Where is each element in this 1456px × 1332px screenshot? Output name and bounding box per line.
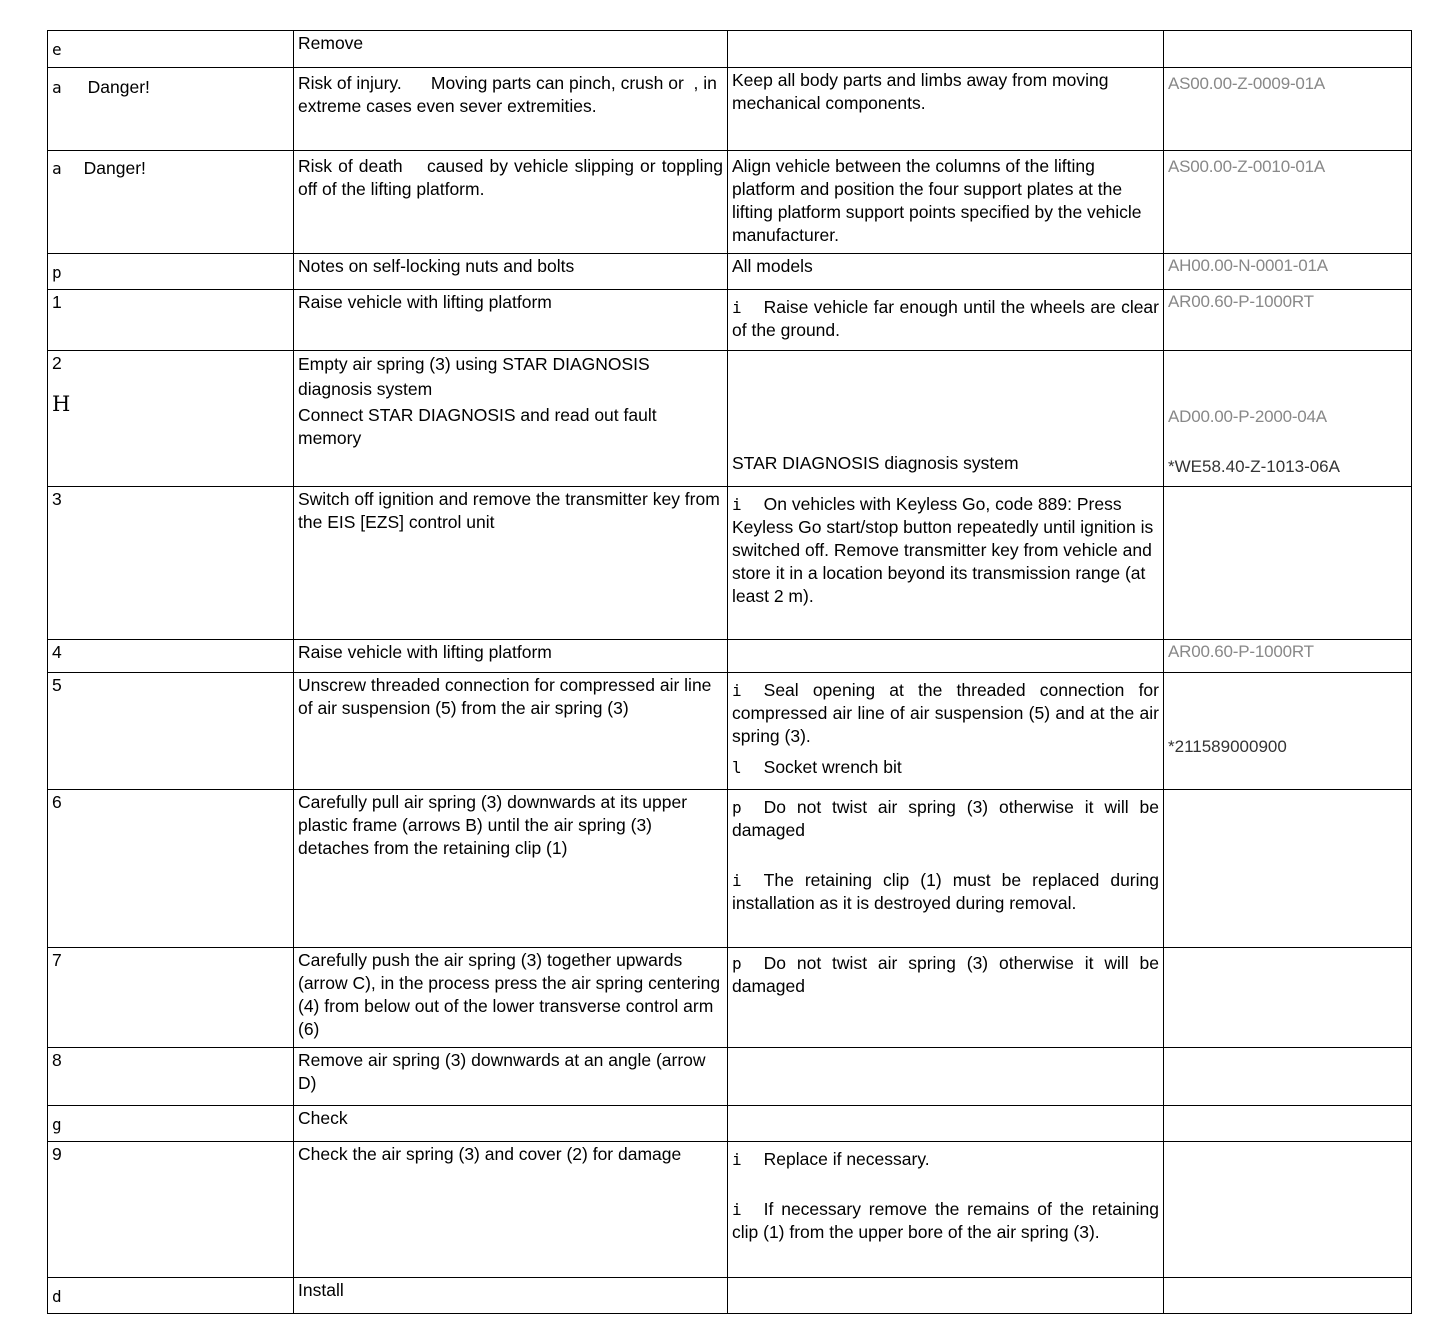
step-note: Do not twist air spring (3) otherwise it will be damaged (732, 953, 1159, 996)
table-row (48, 1106, 1412, 1142)
step-number: 1 (52, 292, 62, 312)
step-text: Raise vehicle with lifting platform (298, 292, 552, 312)
step-number: 8 (52, 1050, 62, 1070)
step-text: Carefully pull air spring (3) downwards at its upper plastic frame (arrows B) until the air spring (3) detaches from the retaining clip (1) (298, 792, 688, 858)
step-text: Remove air spring (3) downwards at an angle (arrow D) (298, 1050, 706, 1093)
info-icon: i (732, 1200, 742, 1219)
tool-name: STAR DIAGNOSIS diagnosis system (732, 453, 1019, 473)
tool-icon: l (732, 758, 742, 777)
table-row (48, 290, 1412, 351)
step-text: Raise vehicle with lifting platform (298, 642, 552, 662)
step-note-2: The retaining clip (1) must be replaced during installation as it is destroyed during removal. (732, 870, 1159, 913)
table-row (48, 31, 1412, 68)
table-row (48, 68, 1412, 151)
caution-icon: p (732, 798, 742, 817)
table-row (48, 487, 1412, 640)
table-row (48, 640, 1412, 673)
step-note: Replace if necessary. (763, 1149, 930, 1169)
section-title: Check (298, 1108, 348, 1128)
step-number: 3 (52, 489, 62, 509)
step-text: Empty air spring (3) using STAR DIAGNOSIS diagnosis system (298, 354, 650, 399)
table-row (48, 1142, 1412, 1278)
step-note: Raise vehicle far enough until the wheels are clear of the ground. (732, 297, 1159, 340)
info-icon: i (732, 1150, 742, 1169)
reference-link[interactable]: AS00.00-Z-0010-01A (1168, 157, 1326, 176)
step-text: Unscrew threaded connection for compressed air line of air suspension (5) from the air spring (3) (298, 675, 712, 718)
step-note-2: If necessary remove the remains of the retaining clip (1) from the upper bore of the air spring (3). (732, 1199, 1159, 1242)
step-note: All models (732, 256, 813, 276)
table-row (48, 790, 1412, 948)
note-symbol: p (52, 263, 62, 282)
info-icon: i (732, 681, 742, 700)
step-number: 6 (52, 792, 62, 812)
hazard-text: Risk of injury. Moving parts can pinch, crush or , in extreme cases even sever extremities. (298, 73, 722, 116)
step-text: Check the air spring (3) and cover (2) for damage (298, 1144, 682, 1164)
section-title: Install (298, 1280, 344, 1300)
table-row (48, 1048, 1412, 1106)
section-title: Remove (298, 33, 364, 53)
step-note: Do not twist air spring (3) otherwise it will be damaged (732, 797, 1159, 840)
reference-link[interactable]: AH00.00-N-0001-01A (1168, 256, 1328, 275)
reference-link[interactable]: AR00.60-P-1000RT (1168, 642, 1314, 661)
h-symbol: H (52, 392, 71, 416)
step-number: 9 (52, 1144, 62, 1164)
section-symbol: g (52, 1115, 62, 1134)
hazard-instruction: Align vehicle between the columns of the lifting platform and position the four support plates at the lifting platform support points specified by the vehicle manufacturer. (732, 156, 1142, 245)
info-icon: i (732, 871, 742, 890)
table-row (48, 351, 1412, 487)
step-text: Carefully push the air spring (3) together upwards (arrow C), in the process press the air spring centering (4) from below out of the lower transverse control arm (6) (298, 950, 721, 1039)
step-text: Notes on self-locking nuts and bolts (298, 256, 575, 276)
danger-symbol: a (52, 78, 62, 97)
info-icon: i (732, 298, 742, 317)
step-subtext: Connect STAR DIAGNOSIS and read out fault memory (298, 405, 657, 448)
table-row (48, 1278, 1412, 1314)
caution-icon: p (732, 954, 742, 973)
table-row (48, 151, 1412, 254)
table-row (48, 948, 1412, 1048)
reference-link[interactable]: AS00.00-Z-0009-01A (1168, 74, 1326, 93)
step-note: Seal opening at the threaded connection for compressed air line of air suspension (5) and at the air spring (3). (732, 680, 1159, 746)
hazard-text: Risk of death caused by vehicle slipping or toppling off of the lifting platform. (298, 156, 728, 199)
section-symbol: e (52, 40, 62, 59)
section-symbol: d (52, 1287, 62, 1306)
step-number: 4 (52, 642, 62, 662)
step-number: 7 (52, 950, 62, 970)
reference-link[interactable]: AD00.00-P-2000-04A (1168, 407, 1327, 426)
table-row (48, 673, 1412, 790)
table-row (48, 254, 1412, 290)
step-number: 5 (52, 675, 62, 695)
step-note: On vehicles with Keyless Go, code 889: Press Keyless Go start/stop button repeatedly until ignition is switched off. Remove transmitter key from vehicle and store it in a location beyond its transmission range (at least 2 m). (732, 494, 1154, 606)
danger-label: Danger! (83, 158, 146, 178)
info-icon: i (732, 495, 742, 514)
hazard-instruction: Keep all body parts and limbs away from moving mechanical components. (732, 70, 1109, 113)
step-text: Switch off ignition and remove the transmitter key from the EIS [EZS] control unit (298, 489, 720, 532)
tool-name: Socket wrench bit (763, 757, 902, 777)
procedure-table (47, 30, 1412, 1314)
danger-label: Danger! (87, 77, 150, 97)
tool-reference[interactable]: *WE58.40-Z-1013-06A (1168, 457, 1340, 476)
step-number: 2 (52, 353, 62, 373)
danger-symbol: a (52, 159, 62, 178)
reference-link[interactable]: AR00.60-P-1000RT (1168, 292, 1314, 311)
tool-reference[interactable]: *211589000900 (1168, 737, 1287, 756)
